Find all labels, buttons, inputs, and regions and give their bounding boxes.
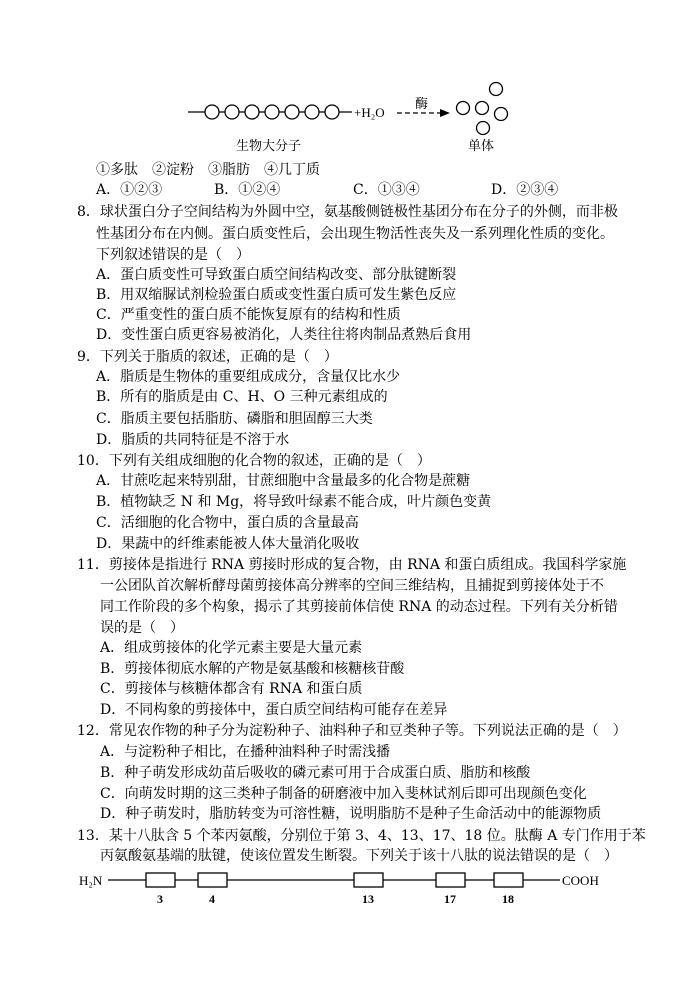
q12-option-b[interactable]: B．种子萌发形成幼苗后吸收的磷元素可用于合成蛋白质、脂肪和核酸 (100, 765, 531, 781)
q10-option-d[interactable]: D．果蔬中的纤维素能被人体大量消化吸收 (96, 536, 360, 552)
monomer (495, 108, 508, 121)
q13-stem-line: 13．某十八肽含 5 个苯丙氨酸，分别位于第 3、4、13、17、18 位。肽酶 A 专门作用于苯 (77, 828, 646, 844)
q8-option-a[interactable]: A．蛋白质变性可导致蛋白质空间结构改变、部分肽键断裂 (96, 267, 457, 283)
polymer-unit (325, 105, 339, 119)
enzyme-label: 酶 (415, 96, 429, 111)
hydrolysis-diagram (0, 0, 696, 160)
q11-stem-line: 11．剪接体是指进行 RNA 剪接时形成的复合物，由 RNA 和蛋白质组成。我国科学家施 (77, 557, 627, 573)
polymer-unit (205, 105, 219, 119)
monomer-label: 单体 (468, 138, 495, 153)
monomer (457, 102, 470, 115)
q11-option-a[interactable]: A．组成剪接体的化学元素主要是大量元素 (100, 640, 363, 656)
monomer-units (457, 83, 508, 135)
monomer (476, 102, 489, 115)
position-label: 13 (362, 892, 374, 906)
amino-terminus: H₂N (79, 873, 103, 888)
q7-option-d[interactable]: D．②③④ (491, 182, 559, 198)
q9-stem-line: 9．下列关于脂质的叙述，正确的是（ ） (77, 349, 338, 365)
arrow-head (440, 109, 450, 117)
polymer-unit (285, 105, 299, 119)
q7-option-a[interactable]: A．①②③ (96, 182, 163, 198)
polymer-unit (265, 105, 279, 119)
q12-option-c[interactable]: C．向萌发时期的这三类种子制备的研磨液中加入斐林试剂后即可出现颜色变化 (100, 786, 587, 802)
peptide-chain-diagram (0, 868, 696, 908)
q9-option-a[interactable]: A．脂质是生物体的重要组成成分，含量仅比水少 (96, 369, 401, 385)
q8-stem-line: 下列叙述错误的是（ ） (96, 247, 250, 263)
polymer-chain-units (205, 105, 339, 119)
q7-option-c[interactable]: C．①③④ (353, 182, 420, 198)
q10-stem-line: 10．下列有关组成细胞的化合物的叙述，正确的是（ ） (77, 453, 431, 469)
polymer-unit (225, 105, 239, 119)
position-label: 17 (444, 892, 456, 906)
q8-stem-line: 性基团分布在内侧。蛋白质变性后，会出现生物活性丧失及一系列理化性质的变化。 (96, 226, 614, 242)
polymer-unit (245, 105, 259, 119)
phe-residue-box (354, 873, 383, 887)
monomer (477, 122, 490, 135)
q12-option-a[interactable]: A．与淀粉种子相比，在播种油料种子时需浅播 (100, 744, 391, 760)
carboxyl-terminus: COOH (562, 873, 599, 888)
monomer (490, 83, 503, 96)
phe-residue-box (436, 873, 465, 887)
q12-option-d[interactable]: D．种子萌发时，脂肪转变为可溶性糖，说明脂肪不是种子生命活动中的能源物质 (100, 806, 602, 822)
macromolecule-label: 生物大分子 (236, 138, 302, 153)
position-label: 18 (502, 892, 514, 906)
q11-stem-line: 一公团队首次解析酵母菌剪接体高分辨率的空间三维结构，且捕捉到剪接体处于不 (100, 578, 604, 594)
phe-residue-box (494, 873, 523, 887)
q11-stem-line: 误的是（ ） (100, 620, 184, 636)
q7-choices: ①多肽 ②淀粉 ③脂肪 ④几丁质 (96, 162, 320, 178)
q9-option-d[interactable]: D．脂质的共同特征是不溶于水 (96, 432, 290, 448)
q12-stem-line: 12．常见农作物的种子分为淀粉种子、油料种子和豆类种子等。下列说法正确的是（ ） (77, 723, 627, 739)
position-label: 4 (209, 892, 215, 906)
q7-option-b[interactable]: B．①②④ (214, 182, 281, 198)
q11-option-c[interactable]: C．剪接体与核糖体都含有 RNA 和蛋白质 (100, 681, 363, 697)
phe-residue-box (146, 873, 175, 887)
phe-residue-box (198, 873, 227, 887)
q8-option-b[interactable]: B．用双缩脲试剂检验蛋白质或变性蛋白质可发生紫色反应 (96, 287, 457, 303)
q8-option-c[interactable]: C．严重变性的蛋白质不能恢复原有的结构和性质 (96, 307, 401, 323)
water-formula: +H₂O (354, 105, 385, 120)
q11-stem-line: 同工作阶段的多个构象，揭示了其剪接前体信使 RNA 的动态过程。下列有关分析错 (100, 599, 618, 615)
q8-stem-line: 8．球状蛋白分子空间结构为外圆中空，氨基酸侧链极性基团分布在分子的外侧，而非极 (77, 204, 618, 220)
position-label: 3 (157, 892, 163, 906)
q9-option-c[interactable]: C．脂质主要包括脂肪、磷脂和胆固醇三大类 (96, 411, 373, 427)
q13-stem-line: 丙氨酸氨基端的肽键，使该位置发生断裂。下列关于该十八肽的说法错误的是（ ） (100, 848, 618, 864)
polymer-unit (305, 105, 319, 119)
q8-option-d[interactable]: D．变性蛋白质更容易被消化，人类往往将肉制品煮熟后食用 (96, 327, 472, 343)
q10-option-a[interactable]: A．甘蔗吃起来特别甜，甘蔗细胞中含量最多的化合物是蔗糖 (96, 473, 471, 489)
q11-option-b[interactable]: B．剪接体彻底水解的产物是氨基酸和核糖核苷酸 (100, 661, 405, 677)
q9-option-b[interactable]: B．所有的脂质是由 C、H、O 三种元素组成的 (96, 389, 388, 405)
q10-option-c[interactable]: C．活细胞的化合物中，蛋白质的含量最高 (96, 515, 359, 531)
q11-option-d[interactable]: D．不同构象的剪接体中，蛋白质空间结构可能存在差异 (100, 702, 448, 718)
q10-option-b[interactable]: B．植物缺乏 N 和 Mg，将导致叶绿素不能合成，叶片颜色变黄 (96, 494, 492, 510)
